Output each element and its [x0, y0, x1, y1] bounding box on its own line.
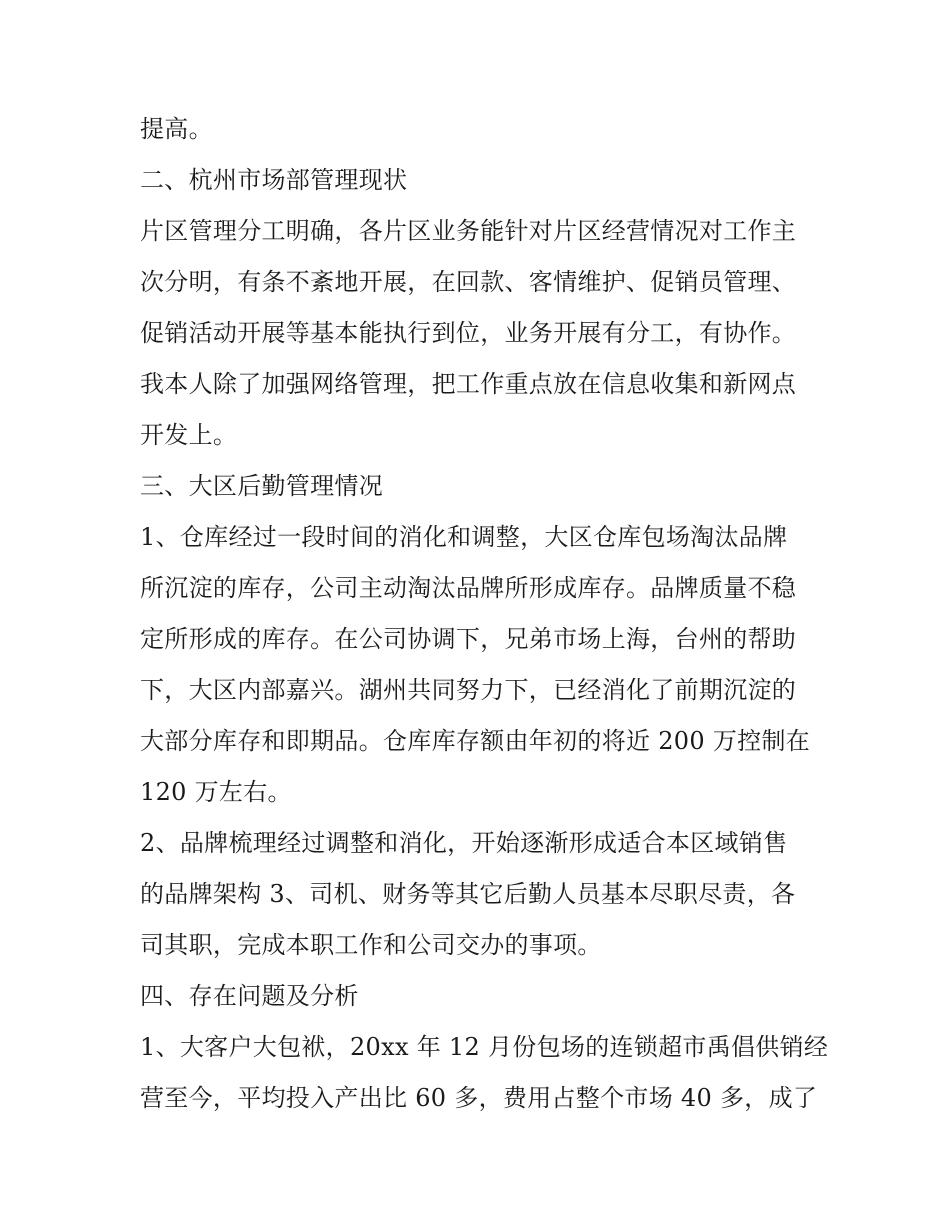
text-line: 2、品牌梳理经过调整和消化，开始逐渐形成适合本区域销售	[140, 829, 788, 857]
text-line: 司其职，完成本职工作和公司交办的事项。	[140, 931, 602, 959]
text-line: 片区管理分工明确，各片区业务能针对片区经营情况对工作主	[140, 217, 797, 245]
text-line: 所沉淀的库存，公司主动淘汰品牌所形成库存。品牌质量不稳	[140, 574, 797, 602]
text-line: 大部分库存和即期品。仓库库存额由年初的将近 200 万控制在	[140, 727, 811, 755]
section-heading: 三、大区后勤管理情况	[140, 472, 383, 500]
text-line: 1、大客户大包袱，20xx 年 12 月份包场的连锁超市禹倡供销经	[140, 1033, 829, 1061]
text-line: 120 万左右。	[140, 778, 292, 806]
text-line: 提高。	[140, 115, 213, 143]
text-line: 定所形成的库存。在公司协调下，兄弟市场上海，台州的帮助	[140, 625, 797, 653]
text-line: 1、仓库经过一段时间的消化和调整，大区仓库包场淘汰品牌	[140, 523, 788, 551]
text-line: 我本人除了加强网络管理，把工作重点放在信息收集和新网点	[140, 370, 797, 398]
text-line: 营至今，平均投入产出比 60 多，费用占整个市场 40 多，成了	[140, 1084, 818, 1112]
text-line: 开发上。	[140, 421, 238, 449]
section-heading: 二、杭州市场部管理现状	[140, 166, 408, 194]
text-line: 次分明，有条不紊地开展，在回款、客情维护、促销员管理、	[140, 268, 797, 296]
text-line: 下，大区内部嘉兴。湖州共同努力下，已经消化了前期沉淀的	[140, 676, 797, 704]
text-line: 促销活动开展等基本能执行到位，业务开展有分工，有协作。	[140, 319, 797, 347]
section-heading: 四、存在问题及分析	[140, 982, 359, 1010]
text-line: 的品牌架构 3、司机、财务等其它后勤人员基本尽职尽责，各	[140, 880, 796, 908]
